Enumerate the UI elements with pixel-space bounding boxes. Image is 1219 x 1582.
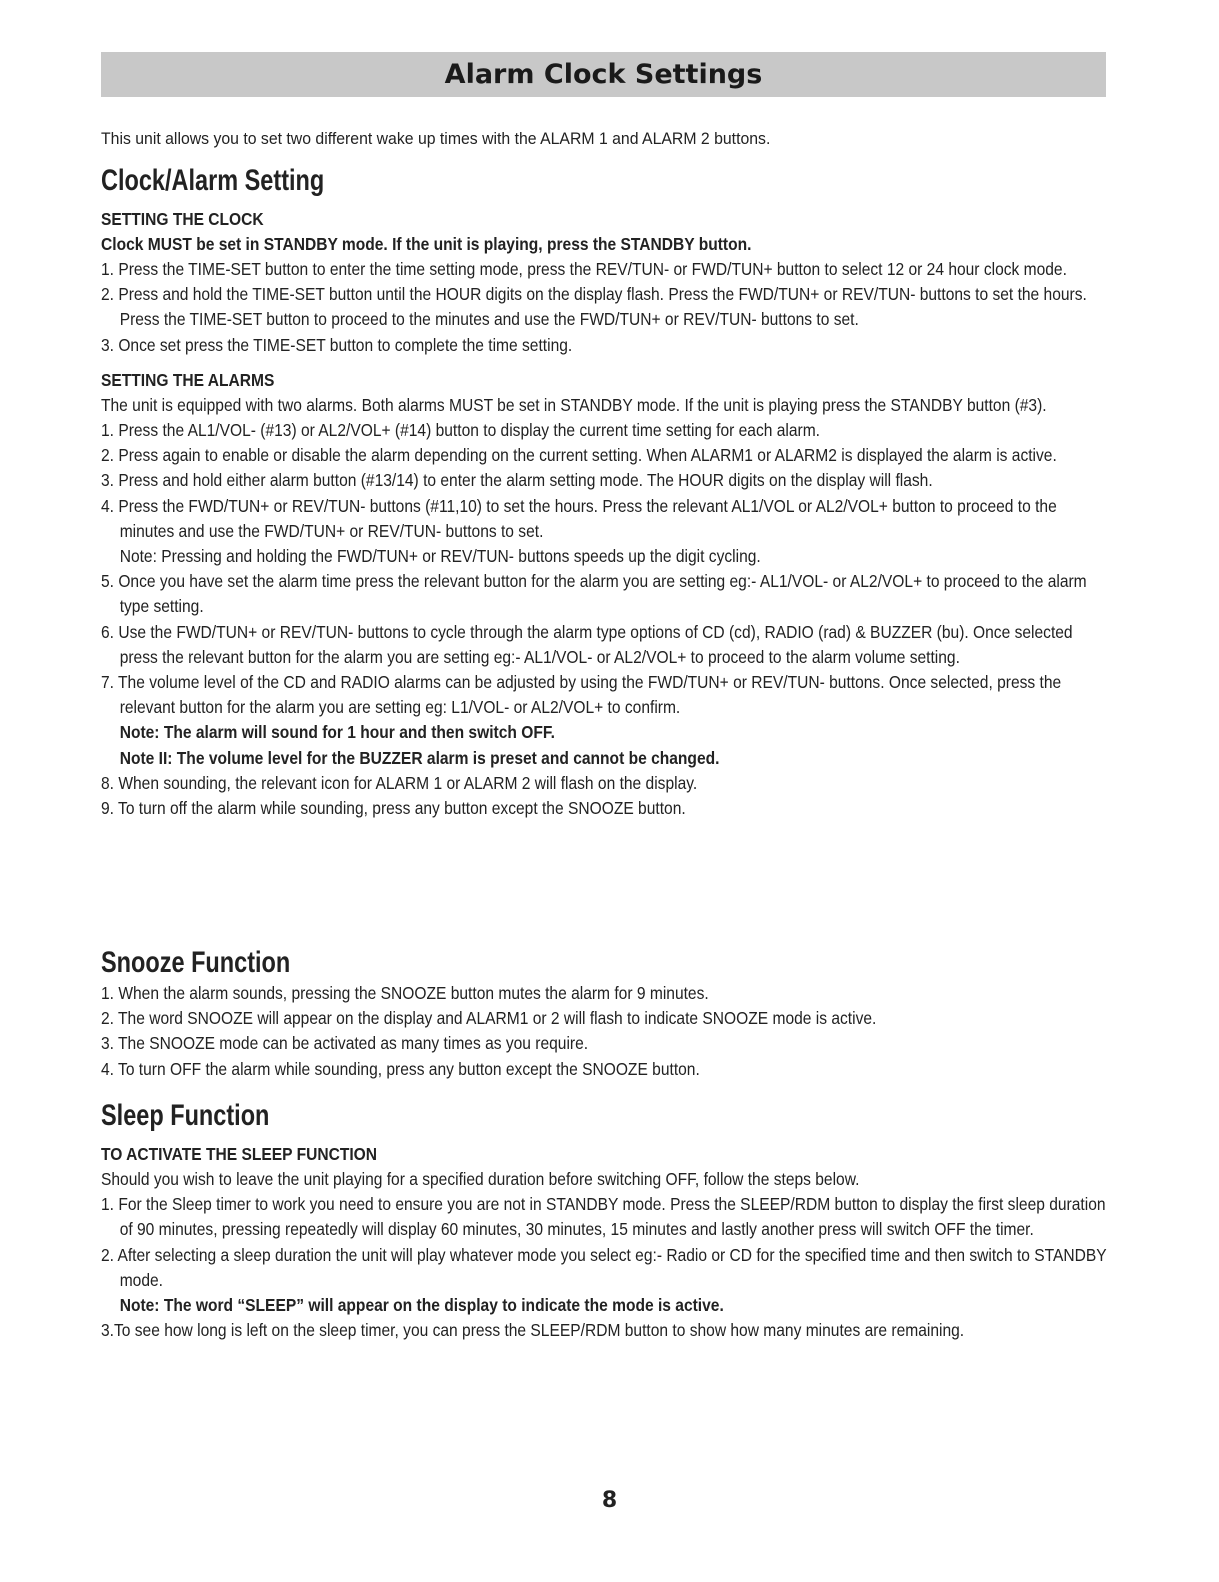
list-item: 6. Use the FWD/TUN+ or REV/TUN- buttons to cycle through the alarm type options of CD (cd), RADIO (rad) & BUZZER (bu). Once selected press the relevant button for the alarm you are setting eg:- AL1/VOL- or AL2/VOL+ to proceed to the alarm volume setting. <box>101 621 1073 667</box>
list-item: 2. Press again to enable or disable the alarm depending on the current setting. When ALARM1 or ALARM2 is displayed the alarm is active. <box>101 445 1057 466</box>
note-text: Note: Pressing and holding the FWD/TUN+ or REV/TUN- buttons speeds up the digit cycling. <box>119 546 761 567</box>
sleep-subheading: TO ACTIVATE THE SLEEP FUNCTION <box>101 1144 378 1164</box>
list-item: 7. The volume level of the CD and RADIO alarms can be adjusted by using the FWD/TUN+ or REV/TUN- buttons. Once selected, press the relevant button for the alarm you are setting eg: L1/VOL- or AL2/VOL+ to confirm. <box>101 672 1062 718</box>
list-item: 1. For the Sleep timer to work you need to ensure you are not in STANDBY mode. Press the SLEEP/RDM button to display the first sleep duration of 90 minutes, pressing repeatedly will display 60 minutes, 30 minutes, 15 minutes and lastly another press will switch OFF the timer. <box>101 1194 1106 1240</box>
setting-clock-subheading: SETTING THE CLOCK <box>101 209 264 229</box>
setting-alarms-subheading: SETTING THE ALARMS <box>101 369 275 390</box>
snooze-heading: Snooze Function <box>101 946 291 979</box>
list-item: 3. Once set press the TIME-SET button to complete the time setting. <box>101 334 573 355</box>
list-item: 2. The word SNOOZE will appear on the display and ALARM1 or 2 will flash to indicate SNOOZE mode is active. <box>101 1008 877 1029</box>
list-item: 9. To turn off the alarm while sounding, press any button except the SNOOZE button. <box>101 798 686 819</box>
note-bold: Note: The alarm will sound for 1 hour and then switch OFF. <box>119 722 555 743</box>
page-title: Alarm Clock Settings <box>444 59 763 90</box>
sleep-heading: Sleep Function <box>101 1099 270 1132</box>
list-item: 4. Press the FWD/TUN+ or REV/TUN- buttons (#11,10) to set the hours. Press the relevant AL1/VOL or AL2/VOL+ button to proceed to the minutes and use the FWD/TUN+ or REV/TUN- buttons to set. <box>101 495 1057 541</box>
list-item: 2. Press and hold the TIME-SET button until the HOUR digits on the display flash. Press the FWD/TUN+ or REV/TUN- buttons to set the hours. Press the TIME-SET button to proceed to the minutes and use the FWD/TUN+ or REV/TUN- buttons to set. <box>101 284 1087 330</box>
list-item: 1. When the alarm sounds, pressing the SNOOZE button mutes the alarm for 9 minutes. <box>101 983 709 1003</box>
setting-clock-warning: Clock MUST be set in STANDBY mode. If the unit is playing, press the STANDBY button. <box>101 234 752 254</box>
snooze-section <box>101 945 1107 1082</box>
page-content <box>101 52 1106 151</box>
list-item: 1. Press the AL1/VOL- (#13) or AL2/VOL+ (#14) button to display the current time setting for each alarm. <box>101 420 820 441</box>
setting-alarms-intro: The unit is equipped with two alarms. Both alarms MUST be set in STANDBY mode. If the unit is playing press the STANDBY button (#3). <box>101 394 1047 415</box>
list-item: 3. Press and hold either alarm button (#13/14) to enter the alarm setting mode. The HOUR digits on the display will flash. <box>101 470 933 491</box>
clock-alarm-heading: Clock/Alarm Setting <box>101 164 325 197</box>
page-number: 8 <box>601 1488 618 1513</box>
page-title-banner <box>101 52 1106 97</box>
sleep-section <box>101 1098 1107 1343</box>
list-item: 3.To see how long is left on the sleep timer, you can press the SLEEP/RDM button to show how many minutes are remaining. <box>101 1320 965 1341</box>
note-bold: Note II: The volume level for the BUZZER alarm is preset and cannot be changed. <box>119 747 720 768</box>
list-item: 3. The SNOOZE mode can be activated as many times as you require. <box>101 1033 589 1054</box>
sleep-intro: Should you wish to leave the unit playing for a specified duration before switching OFF, follow the steps below. <box>101 1169 860 1189</box>
list-item: 4. To turn OFF the alarm while sounding, press any button except the SNOOZE button. <box>101 1058 700 1079</box>
list-item: 1. Press the TIME-SET button to enter the time setting mode, press the REV/TUN- or FWD/TUN+ button to select 12 or 24 hour clock mode. <box>101 259 1067 279</box>
list-item: 2. After selecting a sleep duration the unit will play whatever mode you select eg:- Radio or CD for the specified time and then switch to STANDBY mode. <box>101 1244 1107 1290</box>
list-item: 5. Once you have set the alarm time press the relevant button for the alarm you are setting eg:- AL1/VOL- or AL2/VOL+ to proceed to the alarm type setting. <box>101 571 1087 617</box>
clock-alarm-section <box>101 163 1107 821</box>
list-item: 8. When sounding, the relevant icon for ALARM 1 or ALARM 2 will flash on the display. <box>101 772 698 793</box>
intro-text: This unit allows you to set two different wake up times with the ALARM 1 and ALARM 2 buttons. <box>101 129 771 148</box>
note-bold: Note: The word “SLEEP” will appear on the display to indicate the mode is active. <box>119 1295 724 1316</box>
